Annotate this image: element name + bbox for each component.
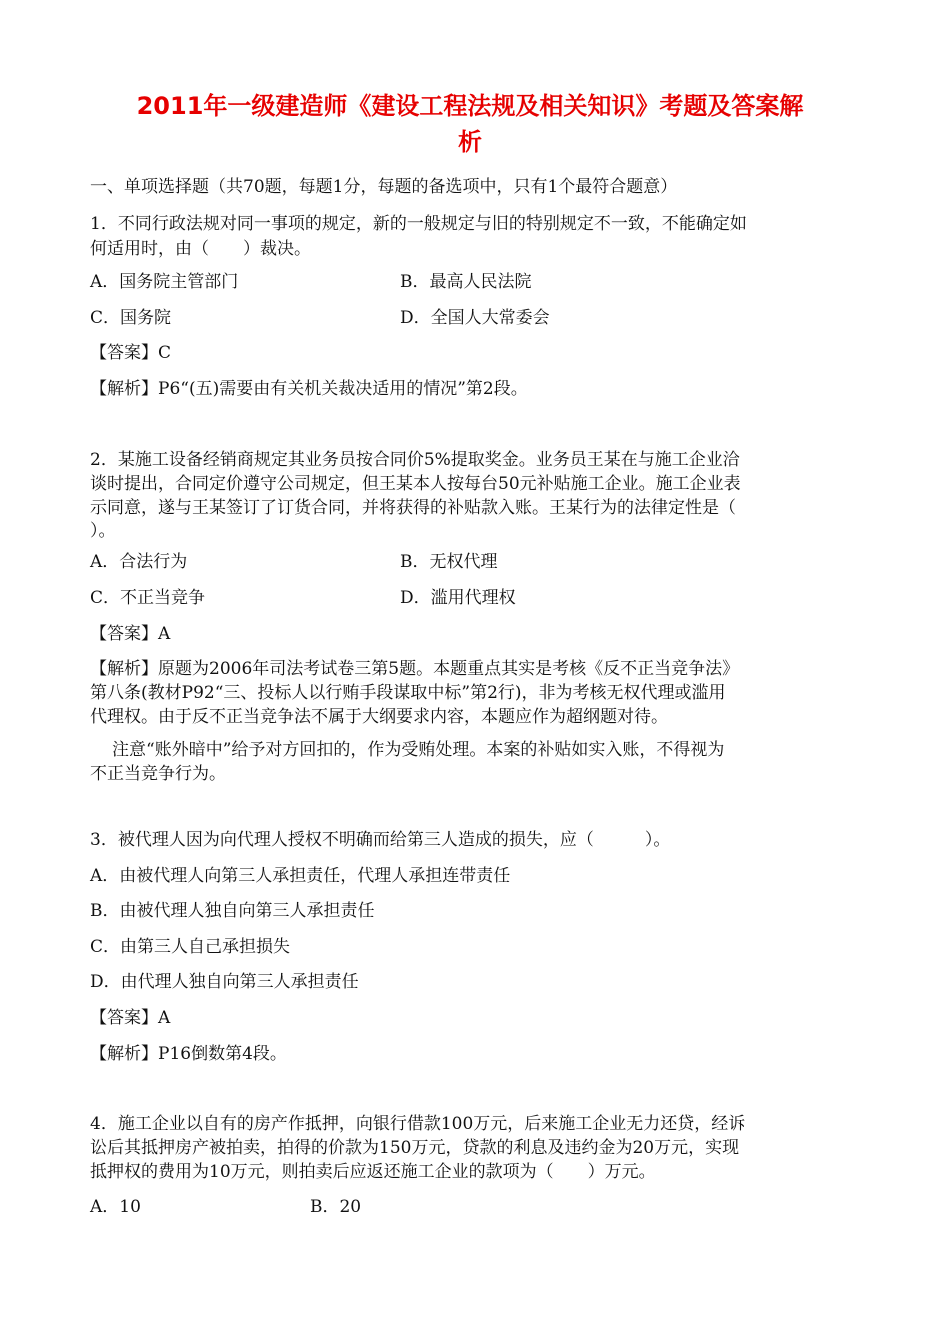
q2-option-b: B．无权代理 [400,552,498,572]
q2-stem-line-3: 示同意，遂与王某签订了订货合同，并将获得的补贴款入账。王某行为的法律定性是（ [90,498,736,518]
q2-option-c: C．不正当竞争 [90,588,206,608]
q4-option-row-1 [90,1194,845,1220]
q1-answer: 【答案】C [90,343,172,363]
q4-option-a: A．10 [90,1197,141,1217]
q2-note-line-1: 注意“账外暗中”给予对方回扣的，作为受贿处理。本案的补贴如实入账，不得视为 [112,740,725,760]
q2-analysis-line-1: 【解析】原题为2006年司法考试卷三第5题。本题重点其实是考核《反不正当竞争法》 [90,659,740,679]
q1-stem-line-1: 1．不同行政法规对同一事项的规定，新的一般规定与旧的特别规定不一致，不能确定如 [90,214,747,234]
q3-option-b: B．由被代理人独自向第三人承担责任 [90,901,375,921]
q1-option-row-2 [90,305,845,331]
title-line-1: 2011年一级建造师《建设工程法规及相关知识》考题及答案解 [136,92,804,120]
q4-stem-line-1: 4．施工企业以自有的房产作抵押，向银行借款100万元，后来施工企业无力还贷，经诉 [90,1114,746,1134]
q1-option-b: B．最高人民法院 [400,272,532,292]
q3-option-d: D．由代理人独自向第三人承担责任 [90,972,359,992]
q3-answer: 【答案】A [90,1008,171,1028]
q3-option-a: A．由被代理人向第三人承担责任，代理人承担连带责任 [90,866,511,886]
q2-stem-line-1: 2．某施工设备经销商规定其业务员按合同价5%提取奖金。业务员王某在与施工企业洽 [90,450,740,470]
q2-note-line-2: 不正当竞争行为。 [90,764,226,784]
q1-analysis: 【解析】P6“(五)需要由有关机关裁决适用的情况”第2段。 [90,379,528,399]
title-line-2: 析 [458,128,482,156]
q4-stem-line-2: 讼后其抵押房产被拍卖，拍得的价款为150万元，贷款的利息及违约金为20万元，实现 [90,1138,740,1158]
q2-option-a: A．合法行为 [90,552,188,572]
q2-answer: 【答案】A [90,624,171,644]
q1-stem-line-2: 何适用时，由（ ）裁决。 [90,239,311,259]
q4-stem-line-3: 抵押权的费用为10万元，则拍卖后应返还施工企业的款项为（ ）万元。 [90,1162,656,1182]
q3-stem: 3．被代理人因为向代理人授权不明确而给第三人造成的损失，应（ ）。 [90,830,671,850]
q2-analysis-line-3: 代理权。由于反不正当竞争法不属于大纲要求内容，本题应作为超纲题对待。 [90,707,668,727]
q1-option-row-1 [90,269,845,295]
q2-stem-line-4: ）。 [90,521,116,541]
q1-option-c: C．国务院 [90,308,172,328]
q1-option-d: D．全国人大常委会 [400,308,550,328]
q2-stem-line-2: 谈时提出，合同定价遵守公司规定，但王某本人按每台50元补贴施工企业。施工企业表 [90,474,741,494]
q1-option-a: A．国务院主管部门 [90,272,239,292]
q2-option-row-1 [90,549,845,575]
q2-option-row-2 [90,585,845,611]
q2-analysis-line-2: 第八条(教材P92“三、投标人以行贿手段谋取中标”第2行)，非为考核无权代理或滥用 [90,683,726,703]
q4-option-b: B．20 [310,1197,362,1217]
q2-option-d: D．滥用代理权 [400,588,516,608]
q3-option-c: C．由第三人自己承担损失 [90,937,291,957]
section-heading: 一、单项选择题（共70题，每题1分，每题的备选项中，只有1个最符合题意） [90,177,678,197]
document-title [100,88,840,160]
q3-analysis: 【解析】P16倒数第4段。 [90,1044,287,1064]
